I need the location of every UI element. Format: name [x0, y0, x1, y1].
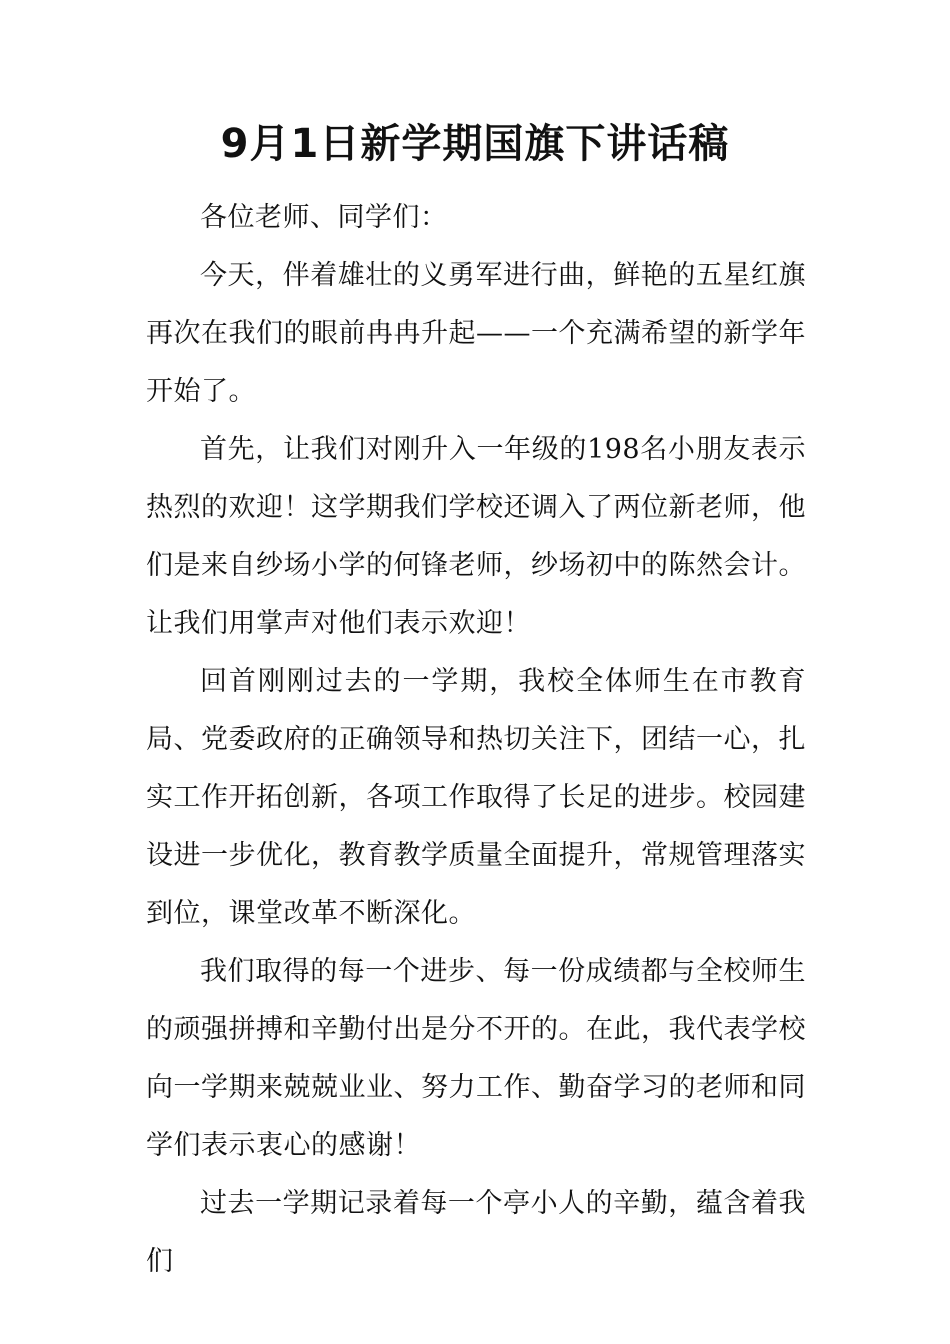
- paragraph-1: 今天，伴着雄壮的义勇军进行曲，鲜艳的五星红旗再次在我们的眼前冉冉升起——一个充满希望的新学年开始了。: [146, 260, 806, 407]
- paragraph-3: 回首刚刚过去的一学期，我校全体师生在市教育局、党委政府的正确领导和热切关注下，团结一心，扎实工作开拓创新，各项工作取得了长足的进步。校园建设进一步优化，教育教学质量全面提升，常规管理落实到位，课堂改革不断深化。: [146, 666, 806, 929]
- salutation: 各位老师、同学们：: [200, 202, 448, 233]
- document-body: [146, 189, 806, 1291]
- document-title: 9月1日新学期国旗下讲话稿: [220, 121, 730, 167]
- paragraph-2: 首先，让我们对刚升入一年级的198名小朋友表示热烈的欢迎！这学期我们学校还调入了两位新老师，他们是来自纱场小学的何锋老师，纱场初中的陈然会计。让我们用掌声对他们表示欢迎！: [146, 434, 806, 639]
- paragraph-4: 我们取得的每一个进步、每一份成绩都与全校师生的顽强拼搏和辛勤付出是分不开的。在此，我代表学校向一学期来兢兢业业、努力工作、勤奋学习的老师和同学们表示衷心的感谢！: [146, 956, 806, 1161]
- paragraph-5: 过去一学期记录着每一个亭小人的辛勤，蕴含着我们: [146, 1188, 806, 1277]
